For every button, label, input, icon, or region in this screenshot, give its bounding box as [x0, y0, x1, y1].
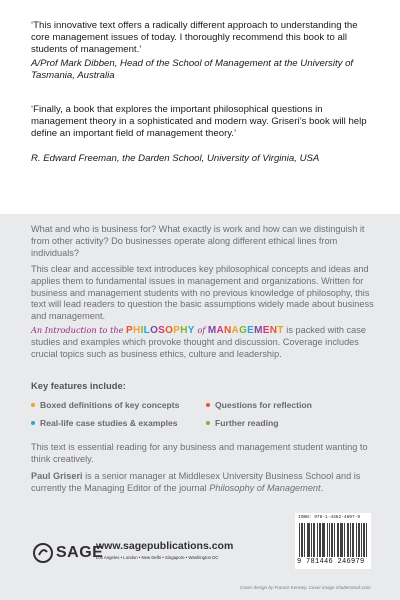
title-of: of	[197, 325, 206, 335]
bullet-icon	[31, 421, 35, 425]
barcode-bar	[350, 523, 351, 557]
cover-credit: Cover design by Francis Kenney. Cover image shutterstock.com	[240, 585, 371, 590]
barcode-bar	[352, 523, 353, 557]
publisher-logo-text: SAGE	[56, 544, 104, 561]
key-feature-label: Further reading	[215, 418, 279, 428]
barcode-bar	[304, 523, 305, 557]
barcode-bar	[324, 523, 325, 557]
barcode-bars-icon	[299, 523, 367, 557]
barcode-bar	[334, 523, 335, 557]
barcode-bar	[341, 523, 342, 557]
barcode-bar	[311, 523, 312, 557]
key-feature-label: Questions for reflection	[215, 400, 312, 410]
barcode-bar	[299, 523, 300, 557]
barcode-bar	[356, 523, 357, 557]
barcode-bar	[331, 523, 332, 557]
barcode-bar	[329, 523, 330, 557]
barcode-bar	[301, 523, 302, 557]
barcode-bar	[323, 523, 324, 557]
key-feature-label: Real-life case studies & examples	[40, 418, 178, 428]
endorsement-attribution-1: A/Prof Mark Dibben, Head of the School of Management at the University of Tasmania, Australia	[31, 58, 354, 82]
book-description: This clear and accessible text introduces key philosophical concepts and ideas and applies them to fundamental issues in management and organizations. Written for business and management students with no previous knowledge of philosophy, this text will lead readers to question the basic assumptions widely made about business and management.	[31, 264, 374, 322]
barcode-bar	[332, 523, 333, 557]
publisher-cities: Los Angeles • London • New Delhi • Singapore • Washington DC	[96, 555, 219, 560]
bullet-icon	[31, 403, 35, 407]
key-feature-item	[31, 418, 178, 428]
barcode-bar	[327, 523, 328, 557]
barcode-bar	[344, 523, 345, 557]
barcode-bar	[313, 523, 314, 557]
isbn-label: ISBN: 978-1-4462-4697-9	[298, 515, 361, 520]
barcode-bar	[308, 523, 309, 557]
barcode-bar	[340, 523, 341, 557]
barcode-bar	[359, 523, 360, 557]
barcode-bar	[366, 523, 367, 557]
key-feature-item	[206, 400, 312, 410]
barcode-bar	[314, 523, 315, 557]
author-bio-end: .	[320, 482, 324, 493]
author-bio-text: is a senior manager at Middlesex University Business School and is currently the Managing Editor of the journal	[31, 471, 361, 493]
author-bio	[31, 471, 376, 495]
intro-questions: What and who is business for? What exactly is work and how can we distinguish it from other activity? Do businesses operate along different ethical lines from individuals?	[31, 224, 365, 258]
barcode-bar	[364, 523, 365, 557]
barcode-bar	[309, 523, 310, 557]
endorsement-attribution-2: R. Edward Freeman, the Darden School, University of Virginia, USA	[31, 153, 320, 164]
barcode-bar	[322, 523, 323, 557]
key-features-heading: Key features include:	[31, 380, 126, 391]
barcode-bar	[337, 523, 338, 557]
publisher-website: www.sagepublications.com	[96, 540, 234, 552]
key-feature-item	[206, 418, 279, 428]
essential-reading: This text is essential reading for any business and management student wanting to think creatively.	[31, 442, 368, 464]
barcode-bar	[348, 523, 349, 557]
bullet-icon	[206, 403, 210, 407]
title-paragraph	[31, 325, 376, 360]
journal-title: Philosophy of Management	[209, 482, 321, 493]
title-prefix: An Introduction to the	[31, 325, 124, 335]
title-management: MANAGEMENT	[207, 325, 284, 336]
barcode-bar	[317, 523, 318, 557]
barcode-bar	[320, 523, 321, 557]
endorsement-quote-2: ‘Finally, a book that explores the important philosophical questions in management theory in a sophisticated and modern way. Griseri’s book will help define an important field of management theory.’	[31, 104, 367, 140]
publisher-logo	[33, 543, 103, 563]
title-paragraph-rest: is packed with case studies and examples which provoke thought and discussion. Coverage includes crucial topics such as business ethics, culture and leadership.	[31, 325, 366, 359]
key-feature-label: Boxed definitions of key concepts	[40, 400, 180, 410]
barcode-bar	[353, 523, 354, 557]
isbn-digits: 9 781446 246979	[297, 558, 365, 566]
barcode	[295, 513, 371, 569]
barcode-bar	[319, 523, 320, 557]
title-philosophy: PHILOSOPHY	[126, 325, 195, 336]
author-name: Paul Griseri	[31, 471, 83, 481]
barcode-bar	[361, 523, 362, 557]
endorsement-quote-1: ‘This innovative text offers a radically different approach to understanding the core management issues of today. I thoroughly recommend this book to all students of management.’	[31, 20, 358, 56]
barcode-bar	[363, 523, 364, 557]
barcode-bar	[347, 523, 348, 557]
barcode-bar	[358, 523, 359, 557]
key-feature-item	[31, 400, 179, 410]
barcode-bar	[342, 523, 343, 557]
barcode-bar	[307, 523, 308, 557]
barcode-bar	[302, 523, 303, 557]
bullet-icon	[206, 421, 210, 425]
sage-circle-icon	[33, 543, 53, 563]
barcode-bar	[338, 523, 339, 557]
